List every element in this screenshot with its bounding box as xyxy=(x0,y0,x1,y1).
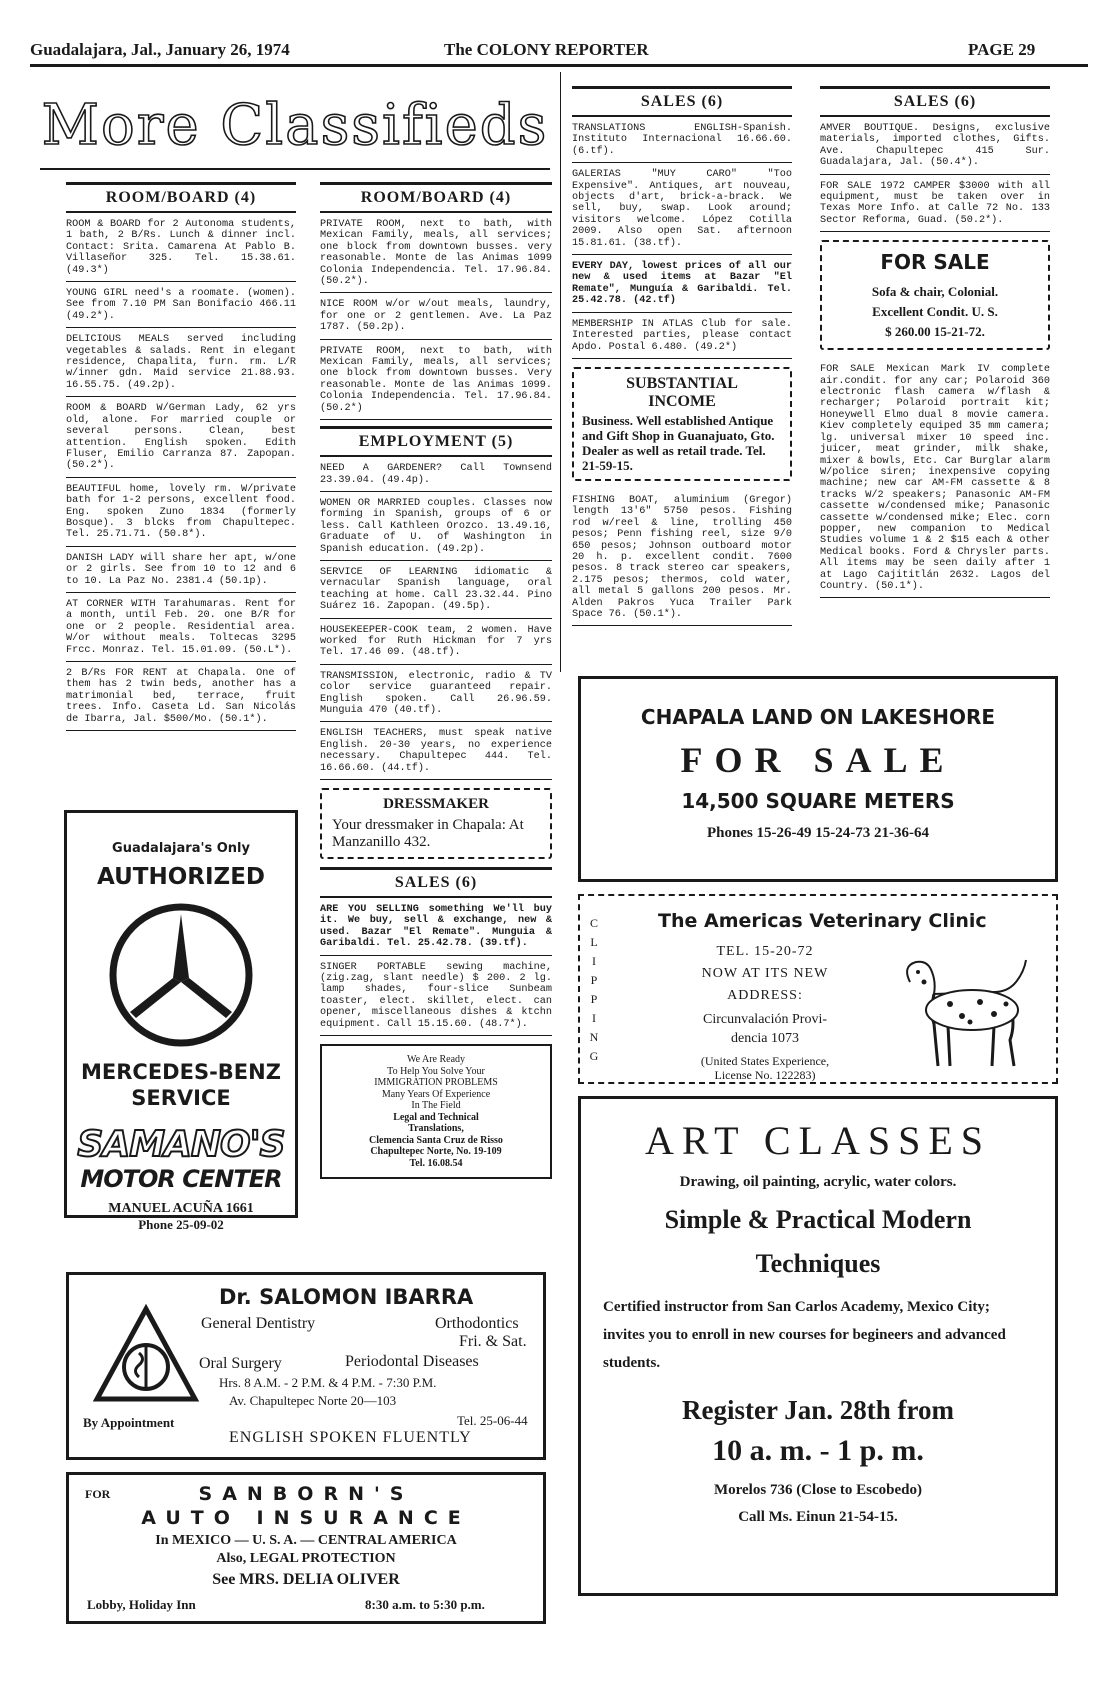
art-subtitle: Drawing, oil painting, acrylic, water colors. xyxy=(679,1174,957,1190)
dental-emblem-icon xyxy=(91,1303,201,1407)
immigration-line: In The Field xyxy=(411,1100,461,1112)
classified-ad: FOR SALE 1972 CAMPER $3000 with all equipment, must be taken over in Texas More Info. at Calle 72 No. 133 Sector Reforma, Guad. (50.2*). xyxy=(820,175,1050,233)
column-4 xyxy=(820,86,1050,598)
vet-now: NOW AT ITS NEW xyxy=(701,966,829,981)
classified-ad: SINGER PORTABLE sewing machine, (zig.zag, slant needle) $ 200. 2 lg. lamp shades, four-slice Sunbeam toaster, elect. skillet, elect. can opener, miscellaneous dishes & ktchn equipment. Call 15.15.60. (48.7*). xyxy=(320,956,552,1036)
dentist-tel: Tel. 25-06-44 xyxy=(457,1413,528,1428)
classified-ad: 2 B/Rs FOR RENT at Chapala. One of them has 2 twin beds, another has a matrimonial bed, terrace, fruit trees. Info. Caseta Ld. San Nicolás de Ibarra, Jal. $500/Mo. (50.1*). xyxy=(66,662,296,731)
classified-ad: AMVER BOUTIQUE. Designs, exclusive materials, imported clothes, Gifts. Ave. Chapultepec 415 Sur. Guadalajara, Jal. (50.4*). xyxy=(820,117,1050,175)
clipping-letter: G xyxy=(589,1049,599,1063)
dentist-address: Av. Chapultepec Norte 20—103 xyxy=(229,1393,397,1408)
chapala-ad xyxy=(578,676,1058,882)
dentist-frisat: Fri. & Sat. xyxy=(459,1333,527,1350)
art-big1: Simple & Practical Modern xyxy=(664,1205,972,1234)
classified-ad: TRANSMISSION, electronic, radio & TV color service guaranteed repair. English spoken. Call 26.96.59. Munguia 470 (40.tf). xyxy=(320,665,552,723)
column-2 xyxy=(320,182,552,1179)
dalmatian-dog-image xyxy=(890,942,1040,1072)
classified-ad: FOR SALE Mexican Mark IV complete air.condit. for any car; Polaroid 360 electronic flash camera w/flash & recharger; Polaroid portrait kit; Honeywell Elmo dual 8 movie camera. Kiev completely equiped 35 mm camera; lg. universal mixer 10 speed inc. juicer, meat grinder, milk shake, mixer & bowls, Etc. Car Burglar alarm W/police siren; inexpensive copying machine; new car AM-FM cassette & 8 tracks W/2 speakers; Panasonic AM-FM cassette w/condensed mike; Panasonic cassette w/condensed mike; Elec. corn popper, new companion to Medical Studies volume 1 & 2 $15 each & other Medical books. Ford & Chrysler parts. All items may be seen daily after 1 at Lago Cajititlán 2632. Lagos del Country. (50.1*). xyxy=(820,358,1050,598)
sanborn-auto: AUTO INSURANCE xyxy=(141,1507,471,1529)
immigration-line: Chapultepec Norte, No. 19-109 xyxy=(370,1146,502,1158)
samanos-logo: SAMANO'S xyxy=(77,1124,285,1165)
immigration-line: Many Years Of Experience xyxy=(381,1088,491,1100)
vet-exp2: License No. 122283) xyxy=(714,1068,816,1082)
classified-ad: ROOM & BOARD W/German Lady, 62 yrs old, alone. For married couple or several persons. Clean, best attention. English spoken. Edith Fluser, Emilio Carranza 87. Zapopan. (50.2*). xyxy=(66,397,296,477)
vet-exp1: (United States Experience, xyxy=(700,1054,830,1068)
immigration-line: To Help You Solve Your xyxy=(387,1065,485,1077)
vet-street2: dencia 1073 xyxy=(730,1031,800,1046)
classified-ad: FISHING BOAT, aluminium (Gregor) length 13'6" 5750 pesos. Fishing rod w/reel & line, trolling 450 pesos; Penn fishing reel, size 9/0 650 pesos; Johnson outboard motor 20 h. p. excellent condit. 7600 pesos. 8 track stereo car speakers, 2.175 pesos; thermos, cold water, all metal 5 gallons 200 pesos. Mr. Alden Pakros Yuca Trailer Park Space 76. (50.1*). xyxy=(572,489,792,626)
column-divider xyxy=(560,72,561,672)
sanborn-hours: 8:30 a.m. to 5:30 p.m. xyxy=(365,1597,485,1612)
forsale-title: FOR SALE xyxy=(880,250,990,275)
forsale-line2: Excellent Condit. U. S. xyxy=(872,304,998,320)
classified-ad: DANISH LADY will share her apt, w/one or 2 girls. See from 10 to 12 and 6 to 10. La Paz No. 2381.4 (50.1p). xyxy=(66,547,296,593)
substantial-income-ad xyxy=(572,367,792,481)
vet-clinic-ad xyxy=(578,894,1058,1084)
immigration-line: Tel. 16.08.54 xyxy=(409,1157,463,1169)
dentist-ortho: Orthodontics xyxy=(435,1315,519,1332)
header-page: PAGE 29 xyxy=(968,40,1036,59)
classified-ad: PRIVATE ROOM, next to bath, with Mexican Family, meals, all services; one block from downtown busses. very reasonable. Monte de las Animas 1099 Colonia Independencia. Tel. 17.96.84. (50.2*). xyxy=(320,213,552,293)
classified-ad: BEAUTIFUL home, lovely rm. W/private bath for 1-2 persons, excellent food. Eng. spoken Zuno 1834 (formerly Bosque). 3 blcks from Chapultepec. Tel. 25.71.71. (50.8*). xyxy=(66,478,296,547)
clipping-letter: I xyxy=(592,1011,596,1025)
art-body: Certified instructor from San Carlos Academy, Mexico City; invites you to enroll in new courses for begineers and advanced students. xyxy=(603,1299,1006,1371)
column-3 xyxy=(572,86,792,626)
dentist-general: General Dentistry xyxy=(201,1315,316,1332)
classified-ad: ARE YOU SELLING something We'll buy it. We buy, sell & exchange, new & used. Bazar "El Remate". Munguia & Garibaldi. Tel. 25.42.78. (39.tf). xyxy=(320,898,552,956)
classified-ad: SERVICE OF LEARNING idiomatic & vernacular Spanish language, oral teaching at home. Call 23.32.44. Pino Suárez 16. Zapopan. (49.5p). xyxy=(320,561,552,619)
art-call: Call Ms. Einun 21-54-15. xyxy=(738,1509,898,1525)
column-1 xyxy=(66,182,296,731)
clipping-letter: C xyxy=(589,916,598,930)
banner-rule xyxy=(40,168,550,170)
immigration-line: Legal and Technical xyxy=(393,1111,479,1123)
dressmaker-title: DRESSMAKER xyxy=(383,796,489,813)
vet-address-label: ADDRESS: xyxy=(727,988,803,1003)
mercedes-phone: Phone 25-09-02 xyxy=(138,1217,224,1232)
income-title: INCOME xyxy=(648,392,716,410)
forsale-price: $ 260.00 15-21-72. xyxy=(885,324,985,340)
banner-title: More Classifieds xyxy=(41,93,549,158)
mercedes-top: Guadalajara's Only xyxy=(112,841,250,856)
mercedes-address: MANUEL ACUÑA 1661 xyxy=(108,1201,254,1216)
art-classes-ad xyxy=(578,1096,1058,1596)
header-date: Guadalajara, Jal., January 26, 1974 xyxy=(30,40,290,59)
dentist-oral: Oral Surgery xyxy=(199,1355,282,1372)
immigration-line: IMMIGRATION PROBLEMS xyxy=(374,1077,498,1089)
sanborn-name: SANBORN'S xyxy=(198,1483,414,1505)
clipping-letter: L xyxy=(590,935,598,949)
classified-ad: DELICIOUS MEALS served including vegetables & salads. Rent in elegant residence, Chapalita, furn. rm. L/R w/inner gdn. Maid service 21.88.93. 16.55.75. (49.2p). xyxy=(66,328,296,397)
chapala-line1: CHAPALA LAND ON LAKESHORE xyxy=(640,705,996,729)
mercedes-star-logo xyxy=(106,900,256,1050)
dentist-ad xyxy=(66,1272,546,1460)
vet-title: The Americas Veterinary Clinic xyxy=(658,910,987,932)
classified-ad: PRIVATE ROOM, next to bath, with Mexican Family, meals, all services; one block from downtown busses. Very reasonable. Monte de las Animas 1099. Colonia Independencia. Tel. 17.96.84. (50.2*) xyxy=(320,340,552,420)
substantial-title: SUBSTANTIAL xyxy=(626,374,738,392)
classified-ad: TRANSLATIONS ENGLISH-Spanish. Instituto Internacional 16.66.60. (6.tf). xyxy=(572,117,792,163)
sanborn-ad xyxy=(66,1472,546,1624)
sanborn-for: FOR xyxy=(85,1487,111,1501)
sanborn-see: See MRS. DELIA OLIVER xyxy=(212,1571,400,1588)
vet-street1: Circunvalación Provi- xyxy=(702,1012,828,1027)
immigration-ad xyxy=(320,1044,552,1179)
sanborn-mexico: In MEXICO — U. S. A. — CENTRAL AMERICA xyxy=(155,1533,457,1548)
substantial-body: Business. Well established Antique and Gift Shop in Guanajuato, Gto. Dealer as well as retail trade. Tel. 21-59-15. xyxy=(582,412,775,473)
dentist-perio: Periodontal Diseases xyxy=(345,1353,479,1370)
immigration-line: We Are Ready xyxy=(406,1054,466,1066)
header-paper: The COLONY REPORTER xyxy=(444,40,649,59)
classified-ad: NEED A GARDENER? Call Townsend 23.39.04. (49.4p). xyxy=(320,457,552,492)
art-big2: Techniques xyxy=(755,1249,881,1278)
dressmaker-ad xyxy=(320,788,552,859)
chapala-line3: 14,500 SQUARE METERS xyxy=(681,789,955,813)
immigration-line: Translations, xyxy=(408,1123,464,1135)
section-header-sales: SALES (6) xyxy=(572,86,792,117)
vet-tel: TEL. 15-20-72 xyxy=(716,944,814,959)
section-header-employment: EMPLOYMENT (5) xyxy=(320,426,552,457)
sofa-for-sale-ad xyxy=(820,240,1050,350)
art-register1: Register Jan. 28th from xyxy=(682,1395,954,1425)
mercedes-ad xyxy=(64,810,298,1232)
classified-ad: HOUSEKEEPER-COOK team, 2 women. Have worked for Ruth Hickman for 7 yrs Tel. 17.46 09. (48.tf). xyxy=(320,619,552,665)
immigration-line: Clemencia Santa Cruz de Risso xyxy=(369,1134,503,1146)
classified-ad: AT CORNER WITH Tarahumaras. Rent for a month, until Feb. 20. one B/R for one or 2 people. Residential area. W/or without meals. Toltecas 3295 Frcc. Monraz. Tel. 15.01.09. (50.L*). xyxy=(66,593,296,662)
dentist-name: Dr. SALOMON IBARRA xyxy=(219,1285,474,1309)
clipping-letter: I xyxy=(592,954,596,968)
classified-ad: WOMEN OR MARRIED couples. Classes now forming in Spanish, groups of 6 or less. Call Kathleen Orozco. 13.49.16, Graduate of U. of Washington in Spanish education. (49.2p). xyxy=(320,492,552,561)
classified-ad: MEMBERSHIP IN ATLAS Club for sale. Interested parties, please contact Apdo. Postal 6.480. (49.2*) xyxy=(572,313,792,359)
dentist-hours: Hrs. 8 A.M. - 2 P.M. & 4 P.M. - 7:30 P.M. xyxy=(219,1375,437,1390)
section-header-sales: SALES (6) xyxy=(320,867,552,898)
dentist-appointment: By Appointment xyxy=(83,1415,175,1430)
classified-ad: ENGLISH TEACHERS, must speak native English. 20-30 years, no experience necessary. Chapultepec 444. Tel. 16.66.60. (44.tf). xyxy=(320,722,552,780)
motor-center-logo: MOTOR CENTER xyxy=(80,1165,282,1193)
section-header-sales: SALES (6) xyxy=(820,86,1050,117)
chapala-phones: Phones 15-26-49 15-24-73 21-36-64 xyxy=(706,825,930,841)
classified-ad: NICE ROOM w/or w/out meals, laundry, for one or 2 gentlemen. Ave. La Paz 1787. (50.2p). xyxy=(320,293,552,339)
forsale-line1: Sofa & chair, Colonial. xyxy=(871,284,999,300)
dressmaker-body: Your dressmaker in Chapala: At Manzanillo 432. xyxy=(332,817,524,851)
mercedes-brand: MERCEDES-BENZ xyxy=(81,1060,281,1084)
section-header-room-board: ROOM/BOARD (4) xyxy=(66,182,296,213)
clipping-side-label xyxy=(586,914,602,1066)
classified-ad: YOUNG GIRL need's a roomate. (women). See from 7.10 PM San Bonifacio 466.11 (49.2*). xyxy=(66,282,296,328)
clipping-letter: P xyxy=(590,973,598,987)
dentist-english: ENGLISH SPOKEN FLUENTLY xyxy=(229,1429,472,1446)
art-register2: 10 a. m. - 1 p. m. xyxy=(712,1434,924,1467)
clipping-letter: P xyxy=(590,992,598,1006)
sanborn-lobby: Lobby, Holiday Inn xyxy=(87,1597,196,1612)
sanborn-legal: Also, LEGAL PROTECTION xyxy=(216,1551,396,1566)
classified-ad: ROOM & BOARD for 2 Autonoma students, 1 bath, 2 B/Rs. Lunch & dinner incl. Contact: Srita. Camarena At Pablo B. Villaseñor 325. Tel. 15.38.61. (49.3*) xyxy=(66,213,296,282)
chapala-line2: FOR SALE xyxy=(680,740,956,780)
header-rule xyxy=(30,64,1088,67)
section-header-room-board: ROOM/BOARD (4) xyxy=(320,182,552,213)
art-address: Morelos 736 (Close to Escobedo) xyxy=(713,1482,923,1498)
mercedes-authorized: AUTHORIZED xyxy=(96,864,265,890)
mercedes-service: SERVICE xyxy=(131,1086,231,1110)
art-title: ART CLASSES xyxy=(644,1118,992,1163)
clipping-letter: N xyxy=(589,1030,599,1044)
classified-ad: GALERIAS "MUY CARO" "Too Expensive". Antiques, art nouveau, objects d'art, brick-a-brack. We sell, buy, swap. Look around; visitors welcome. López Cotilla 2009. Also open Sat. afternoon 15.81.61. (38.tf). xyxy=(572,163,792,255)
classified-ad: EVERY DAY, lowest prices of all our new & used items at Bazar "El Remate", Munguía & Garibaldi. Tel. 25.42.78. (42.tf) xyxy=(572,255,792,313)
